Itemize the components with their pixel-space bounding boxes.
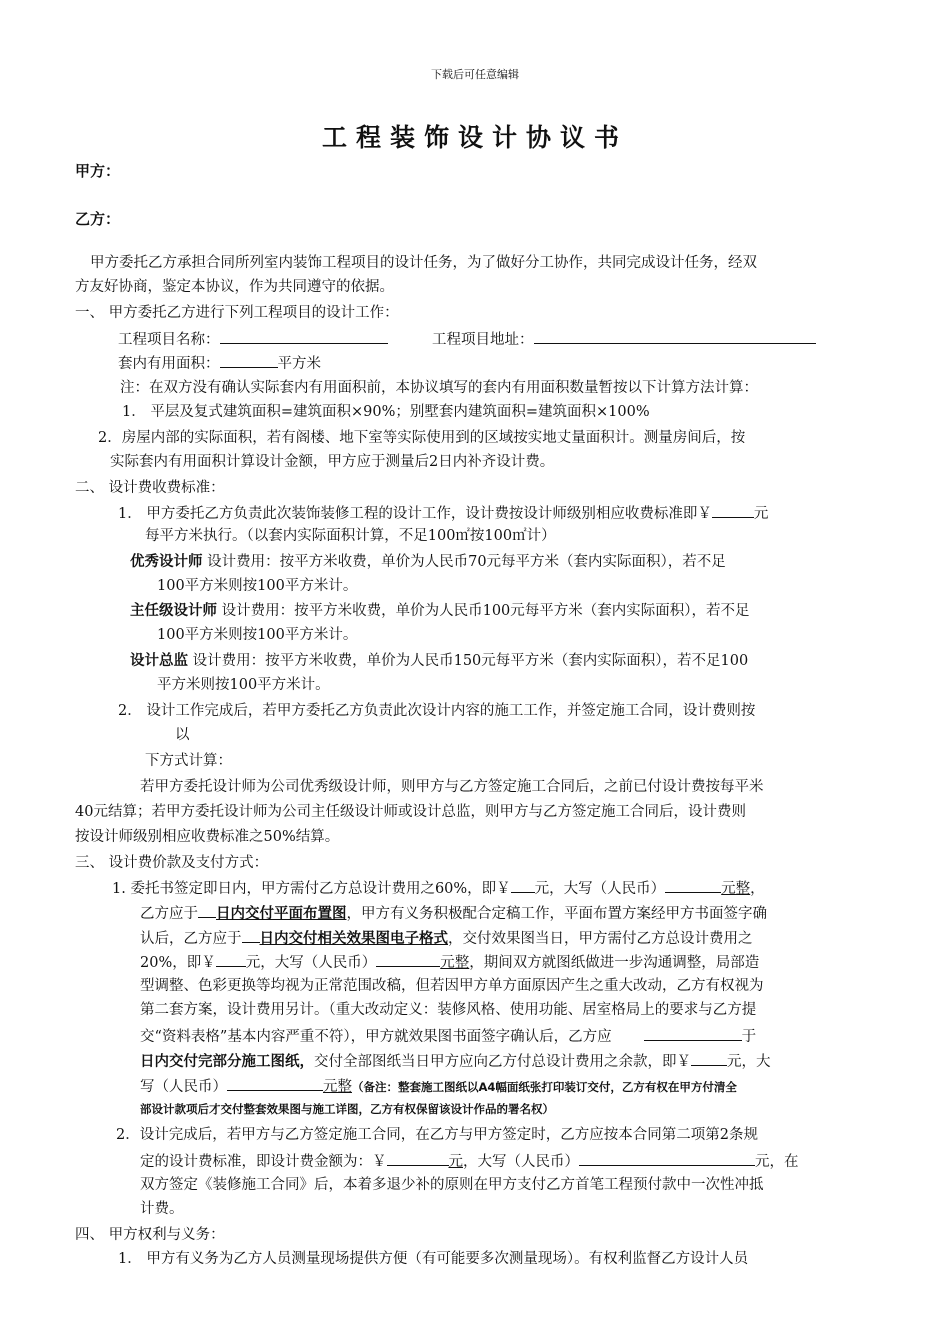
plan-days-blank[interactable] — [198, 901, 216, 918]
tier-director-line-2: 平方米则按100平方米计。 — [157, 677, 330, 693]
payment-1-unit: 元整 — [721, 881, 751, 897]
final-fee-amount-blank[interactable] — [387, 1149, 449, 1166]
drawings-days-blank[interactable] — [644, 1024, 742, 1041]
remark-line-2: 部设计款项后才交付整套效果图与施工详图，乙方有权保留该设计作品的署名权） — [140, 1102, 554, 1116]
payment-1-l2-a: 乙方应于 — [140, 906, 198, 922]
tier-chief-label: 主任级设计师 — [130, 603, 217, 619]
plan-delivery-term: 日内交付平面布置图 — [216, 906, 347, 922]
payment-2-line-2 — [140, 1149, 799, 1173]
settlement-line-3: 按设计师级别相应收费标准之50%结算。 — [75, 829, 340, 845]
area-rule-2-line-2: 实际套内有用面积计算设计金额，甲方应于测量后2日内补齐设计费。 — [110, 454, 555, 470]
balance-words-blank[interactable] — [227, 1074, 323, 1091]
project-address-label: 工程项目地址： — [432, 332, 534, 348]
tier-excellent-line-1 — [130, 551, 726, 573]
payment-1-line-8 — [140, 1049, 771, 1073]
section-2-heading: 二、 设计费收费标准： — [75, 480, 225, 496]
payment-1-text-a: 1. 委托书签定即日内，甲方需付乙方总设计费用之60%，即￥ — [112, 881, 511, 897]
payment-1-words-blank[interactable] — [665, 876, 721, 893]
payment-1-l3-a: 认后，乙方应于 — [140, 931, 242, 947]
tier-chief-text: 设计费用：按平方米收费，单价为人民币100元每平方米（套内实际面积），若不足 — [217, 603, 750, 619]
usable-area-blank[interactable] — [220, 351, 278, 368]
payment-1-line-10 — [140, 1098, 554, 1120]
fee-clause-1-unit: 元 — [753, 506, 769, 522]
tier-director-line-1 — [130, 650, 748, 672]
balance-amount-blank[interactable] — [691, 1049, 727, 1066]
section-4-heading: 四、 甲方权利与义务： — [75, 1227, 225, 1243]
payment-1-l8-b: 交付全部图纸当日甲方应向乙方付总设计费用之余款，即￥ — [314, 1054, 691, 1070]
usable-area-row — [118, 351, 321, 375]
fee-clause-1-line-1 — [118, 501, 768, 525]
area-note: 注：在双方没有确认实际套内有用面积前，本协议填写的套内有用面积数量暂按以下计算方法计算： — [120, 380, 758, 396]
payment-1-line-5: 型调整、色彩更换等均视为正常范围改稿，但若因甲方单方面原因产生之重大改动，乙方有权视为 — [140, 978, 764, 994]
render-delivery-term: 日内交付相关效果图电子格式 — [259, 931, 448, 947]
section-1-heading: 一、 甲方委托乙方进行下列工程项目的设计工作： — [75, 305, 399, 321]
payment-20-amount-blank[interactable] — [216, 950, 246, 967]
final-fee-unit: 元 — [448, 1154, 463, 1170]
payment-2-line-4: 计费。 — [140, 1201, 184, 1217]
party-a-label: 甲方： — [75, 162, 121, 180]
usable-area-unit: 平方米 — [277, 356, 321, 372]
payment-1-l4-d: ，期间双方就图纸做进一步沟通调整，局部造 — [469, 955, 760, 971]
area-rule-2-line-1: 2．房屋内部的实际面积，若有阁楼、地下室等实际使用到的区域按实地丈量面积计。测量房间后，按 — [98, 430, 746, 446]
party-b-label: 乙方： — [75, 210, 121, 228]
payment-2-l2-c: ，大写（人民币） — [463, 1154, 579, 1170]
page-header: 下载后可任意编辑 — [431, 68, 519, 81]
fee-clause-2-line-3: 下方式计算： — [145, 753, 232, 769]
render-days-blank[interactable] — [242, 926, 260, 943]
payment-1-line-3 — [140, 926, 753, 950]
payment-1-l7-a: 交“资料表格”基本内容严重不符），甲方就效果图书面签字确认后，乙方应 — [140, 1029, 612, 1045]
payment-1-l8-c: 元，大 — [727, 1054, 771, 1070]
project-address-blank[interactable] — [534, 327, 816, 344]
payment-1-line-9 — [140, 1074, 737, 1098]
usable-area-label: 套内有用面积： — [118, 356, 220, 372]
fee-clause-1-line-2: 每平方米执行。（以套内实际面积计算，不足100㎡按100㎡计） — [145, 528, 556, 544]
project-name-blank[interactable] — [220, 327, 388, 344]
party-a-duty-1: 1． 甲方有义务为乙方人员测量现场提供方便（有可能要多次测量现场）。有权利监督乙方设计人员 — [118, 1251, 749, 1267]
project-name-row — [118, 327, 388, 351]
tier-excellent-text: 设计费用：按平方米收费，单价为人民币70元每平方米（套内实际面积），若不足 — [202, 554, 726, 570]
fee-clause-2-line-1: 2． 设计工作完成后，若甲方委托乙方负责此次设计内容的施工工作，并签定施工合同，设计费则按 — [118, 703, 756, 719]
payment-1-l7-b: 于 — [741, 1029, 757, 1045]
balance-unit: 元整 — [323, 1079, 352, 1095]
tier-excellent-label: 优秀设计师 — [130, 554, 203, 570]
payment-1-line-7 — [140, 1024, 756, 1048]
intro-line-1: 甲方委托乙方承担合同所列室内装饰工程项目的设计任务，为了做好分工协作，共同完成设计任务，经双 — [90, 255, 757, 271]
payment-1-l3-c: ，交付效果图当日，甲方需付乙方总设计费用之 — [448, 931, 753, 947]
section-3-heading: 三、 设计费价款及支付方式： — [75, 855, 269, 871]
payment-20-words-blank[interactable] — [376, 950, 440, 967]
fee-clause-1-text: 1． 甲方委托乙方负责此次装饰装修工程的设计工作，设计费按设计师级别相应收费标准即￥ — [118, 506, 712, 522]
payment-1-line-4 — [140, 950, 759, 974]
payment-1-line-6: 第二套方案，设计费用另计。（重大改动定义：装修风格、使用功能、居室格局上的要求与乙方提 — [140, 1002, 757, 1018]
final-fee-words-blank[interactable] — [579, 1149, 755, 1166]
payment-1-l4-a: 20%，即￥ — [140, 955, 216, 971]
payment-1-amount-blank[interactable] — [511, 876, 535, 893]
payment-1-text-b: 元，大写（人民币） — [534, 881, 666, 897]
payment-1-l4-b: 元，大写（人民币） — [245, 955, 377, 971]
payment-1-l2-c: ，甲方有义务积极配合定稿工作，平面布置方案经甲方书面签字确 — [346, 906, 767, 922]
project-address-row — [432, 327, 816, 351]
payment-1-comma: ， — [750, 881, 765, 897]
payment-1-line-1 — [112, 876, 765, 900]
tier-excellent-line-2: 100平方米则按100平方米计。 — [157, 578, 358, 594]
tier-chief-line-1 — [130, 600, 750, 622]
payment-2-l2-a: 定的设计费标准，即设计费金额为：￥ — [140, 1154, 387, 1170]
drawings-delivery-term: 日内交付完部分施工图纸， — [140, 1054, 314, 1070]
payment-2-line-3: 双方签定《装修施工合同》后，本着多退少补的原则在甲方支付乙方首笔工程预付款中一次性冲抵 — [140, 1177, 764, 1193]
remark-line-1: （备注：整套施工图纸以A4幅面纸张打印装订交付，乙方有权在甲方付清全 — [352, 1080, 737, 1094]
settlement-line-2: 40元结算；若甲方委托设计师为公司主任级设计师或设计总监，则甲方与乙方签定施工合同后，设计费则 — [75, 804, 746, 820]
payment-1-line-2 — [140, 901, 767, 925]
payment-20-unit: 元整 — [440, 955, 470, 971]
payment-1-l9-a: 写（人民币） — [140, 1079, 227, 1095]
settlement-line-1: 若甲方委托设计师为公司优秀级设计师，则甲方与乙方签定施工合同后，之前已付设计费按每平米 — [140, 779, 764, 795]
tier-chief-line-2: 100平方米则按100平方米计。 — [157, 627, 358, 643]
intro-line-2: 方友好协商，鉴定本协议，作为共同遵守的依据。 — [75, 279, 394, 295]
project-name-label: 工程项目名称： — [118, 332, 220, 348]
payment-2-line-1: 2．设计完成后，若甲方与乙方签定施工合同，在乙方与甲方签定时，乙方应按本合同第二项第2条规 — [116, 1127, 758, 1143]
area-rule-1: 1． 平层及复式建筑面积=建筑面积×90%；别墅套内建筑面积=建筑面积×100% — [122, 404, 650, 420]
payment-2-l2-d: 元，在 — [755, 1154, 799, 1170]
fee-clause-2-line-2: 以 — [175, 727, 190, 743]
document-title: 工程装饰设计协议书 — [321, 123, 628, 152]
fee-rate-blank[interactable] — [712, 501, 754, 518]
tier-director-text: 设计费用：按平方米收费，单价为人民币150元每平方米（套内实际面积），若不足100 — [188, 653, 749, 669]
tier-director-label: 设计总监 — [130, 653, 188, 669]
